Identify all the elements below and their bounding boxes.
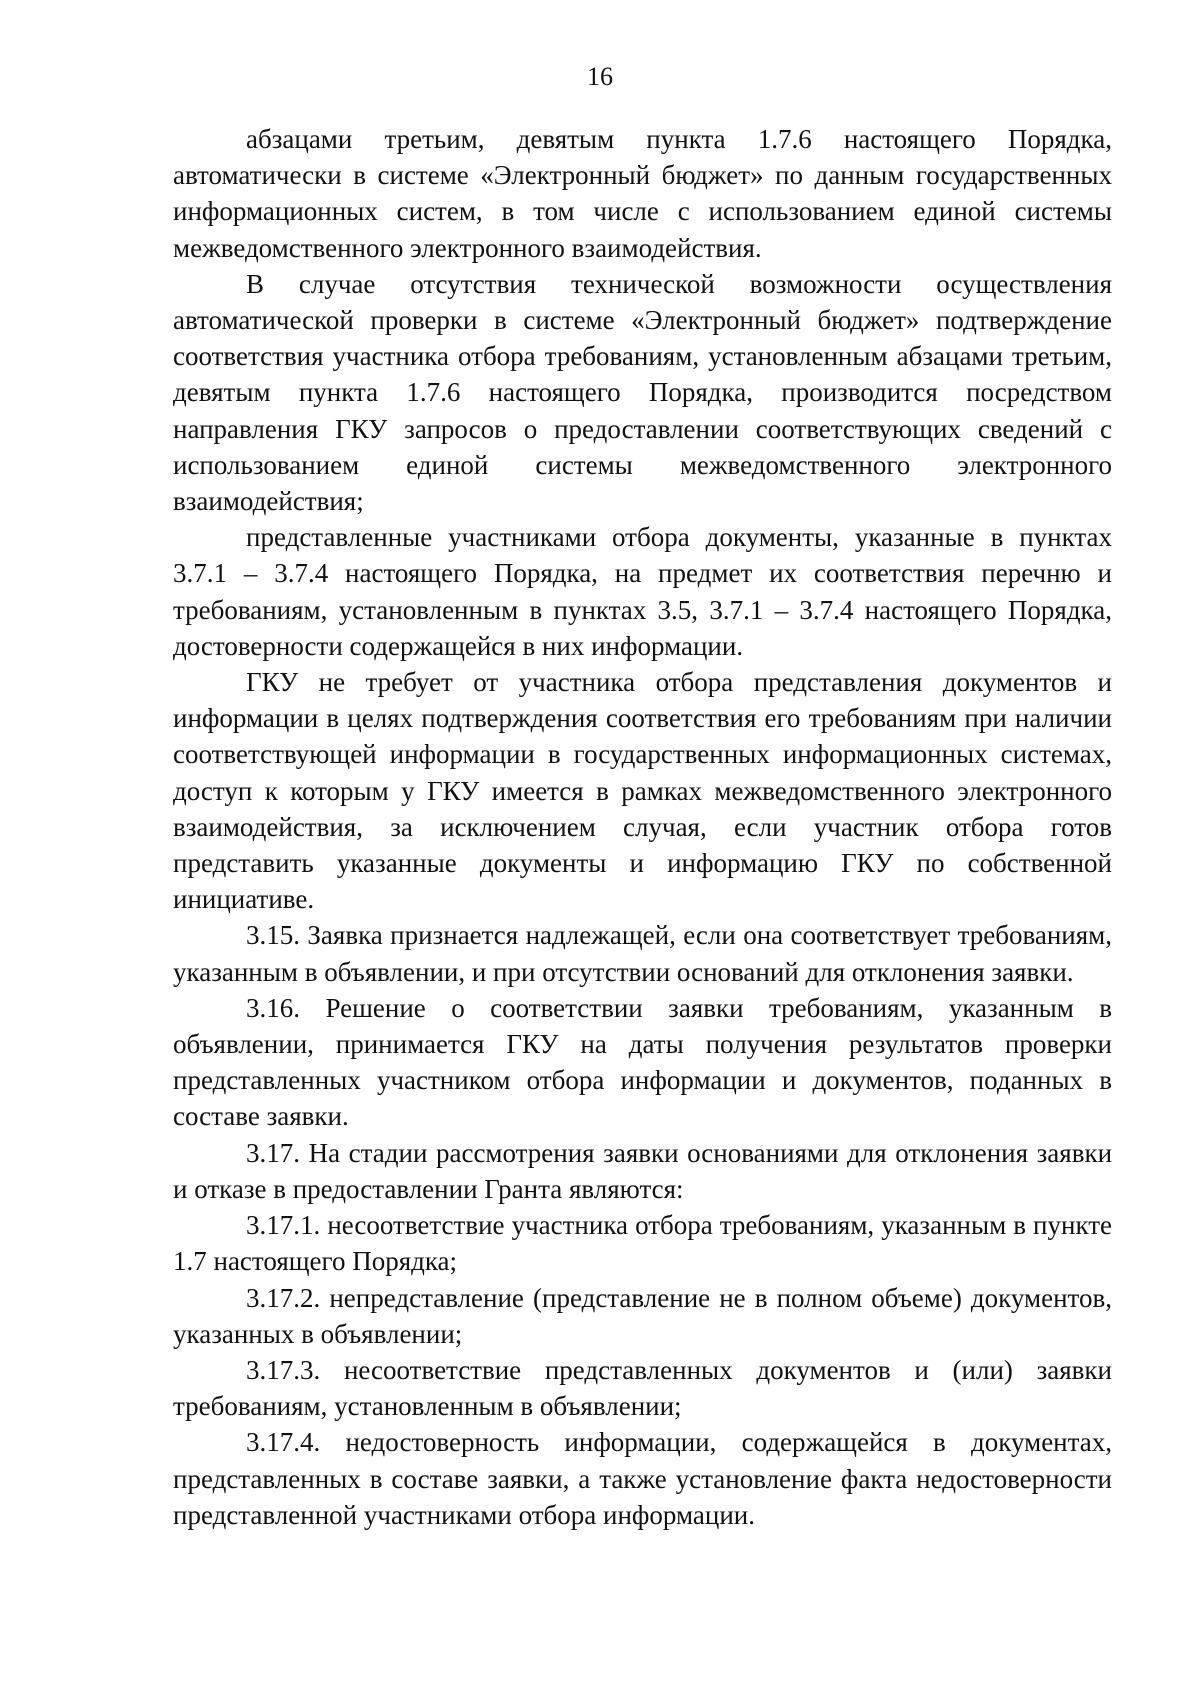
clause-3-17-4 bbox=[173, 1424, 1112, 1533]
clause-3-17-2 bbox=[173, 1280, 1112, 1352]
clause-number: 3.15. bbox=[246, 920, 300, 951]
paragraph: ГКУ не требует от участника отбора представления документов и информации в целях подтверждения соответствия его требованиям при наличии соответствующей информации в государственных информационных системах, доступ к которым у ГКУ имеется в рамках межведомственного электронного взаимодействия, за исключением случая, если участник отбора готов представить указанные документы и информацию ГКУ по собственной инициативе. bbox=[173, 667, 1112, 915]
clause-3-17-3 bbox=[173, 1352, 1112, 1424]
paragraph: абзацами третьим, девятым пункта 1.7.6 настоящего Порядка, автоматически в системе «Электронный бюджет» по данным государственных информационных систем, в том числе с использованием единой системы межведомственного электронного взаимодействия. bbox=[173, 124, 1112, 263]
clause-text: Заявка признается надлежащей, если она соответствует требованиям, указанным в объявлении, и при отсутствии оснований для отклонения заявки. bbox=[173, 920, 1112, 987]
clause-number: 3.17.1. bbox=[246, 1210, 321, 1241]
clause-number: 3.17.2. bbox=[246, 1282, 321, 1313]
clause-number: 3.17.3. bbox=[246, 1354, 321, 1385]
page-number: 16 bbox=[587, 62, 613, 91]
clause-text: несоответствие участника отбора требованиям, указанным в пункте 1.7 настоящего Порядка; bbox=[173, 1210, 1113, 1277]
clause-text: непредставление (представление не в полном объеме) документов, указанных в объявлении; bbox=[173, 1282, 1112, 1349]
document-body bbox=[173, 121, 1112, 1533]
clause-text: несоответствие представленных документов и (или) заявки требованиям, установленным в объявлении; bbox=[173, 1354, 1112, 1422]
clause-3-17 bbox=[173, 1135, 1112, 1207]
clause-3-17-1 bbox=[173, 1207, 1112, 1279]
clause-number: 3.17. bbox=[246, 1137, 300, 1168]
paragraph: В случае отсутствия технической возможности осуществления автоматической проверки в системе «Электронный бюджет» подтверждение соответствия участника отбора требованиям, установленным абзацами третьим, девятым пункта 1.7.6 настоящего Порядка, производится посредством направления ГКУ запросов о предоставлении соответствующих сведений с использованием единой системы межведомственного электронного взаимодействия; bbox=[173, 268, 1112, 517]
clause-3-15 bbox=[173, 917, 1112, 989]
clause-number: 3.16. bbox=[246, 992, 300, 1023]
clause-3-16 bbox=[173, 990, 1112, 1135]
clause-text: недостоверность информации, содержащейся в документах, представленных в составе заявки, а также установление факта недостоверности представленной участниками отбора информации. bbox=[173, 1427, 1112, 1530]
clause-text: Решение о соответствии заявки требованиям, указанным в объявлении, принимается ГКУ на даты получения результатов проверки представленных участником отбора информации и документов, поданных в составе заявки. bbox=[173, 992, 1112, 1132]
clause-text: На стадии рассмотрения заявки основаниями для отклонения заявки и отказе в предоставлении Гранта являются: bbox=[173, 1137, 1113, 1204]
paragraph: представленные участниками отбора документы, указанные в пунктах 3.7.1 – 3.7.4 настоящего Порядка, на предмет их соответствия перечню и требованиям, установленным в пунктах 3.5, 3.7.1 – 3.7.4 настоящего Порядка, достоверности содержащейся в них информации. bbox=[173, 522, 1112, 661]
clause-number: 3.17.4. bbox=[246, 1427, 321, 1458]
